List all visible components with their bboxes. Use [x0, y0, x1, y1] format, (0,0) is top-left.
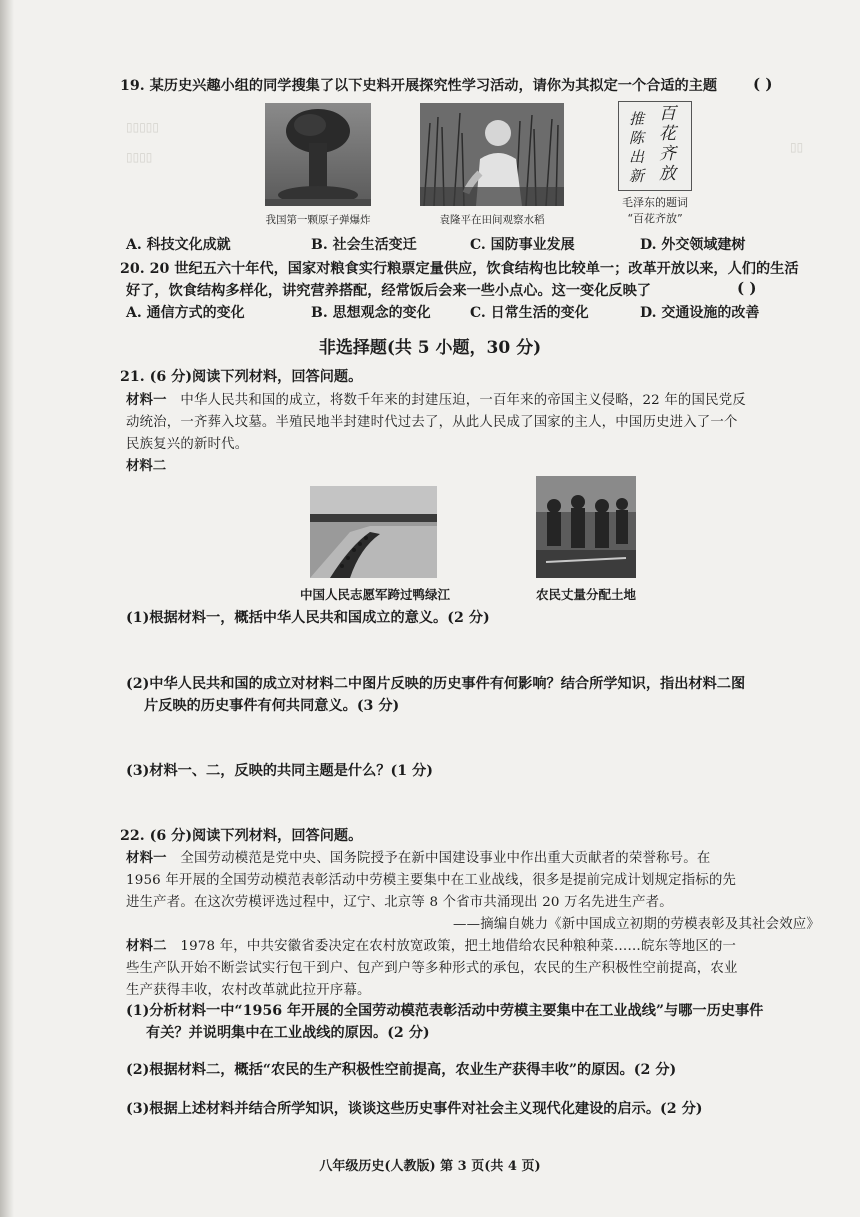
- q22-sub1-line1: (1)分析材料一中“1956 年开展的全国劳动模范表彰活动中劳模主要集中在工业战线”与哪一历史事件: [126, 1003, 764, 1019]
- rice-field-caption: 袁隆平在田间观察水稻: [439, 214, 545, 226]
- q19-answer-paren: ( ): [753, 75, 773, 93]
- q21-m2-label: 材料二: [126, 458, 167, 474]
- q19-option-a: A. 科技文化成就: [126, 237, 231, 253]
- q20-stem-line1: 20. 20 世纪五六十年代，国家对粮食实行粮票定量供应，饮食结构也比较单一；改革开放以来，人们的生活: [120, 261, 799, 277]
- q20-answer-paren: ( ): [737, 279, 757, 297]
- yalu-river-photo: [310, 486, 437, 578]
- bleed-through-text: ▯▯▯▯▯: [126, 120, 160, 134]
- q21-m1-line3: 民族复兴的新时代。: [126, 437, 249, 452]
- q19-stem: 19. 某历史兴趣小组的同学搜集了以下史料开展探究性学习活动，请你为其拟定一个合适的主题: [120, 78, 718, 94]
- q21-sub2-line1: (2)中华人民共和国的成立对材料二中图片反映的历史事件有何影响？结合所学知识，指出材料二图: [126, 676, 746, 692]
- q19-option-c: C. 国防事业发展: [470, 237, 575, 253]
- q22-m2-line1: 1978 年，中共安徽省委决定在农村放宽政策，把土地借给农民种粮种菜……皖东等地区的一: [166, 939, 737, 954]
- q19-option-d: D. 外交领域建树: [640, 237, 746, 253]
- q21-m1-line2: 动统治，一齐葬入坟墓。半殖民地半封建时代过去了，从此人民成了国家的主人，中国历史进入了一个: [126, 415, 738, 430]
- atomic-bomb-caption: 我国第一颗原子弹爆炸: [265, 214, 371, 226]
- bleed-through-text: ▯▯: [790, 140, 804, 154]
- q21-sub2-line2: 片反映的历史事件有何共同意义。(3 分): [144, 698, 400, 714]
- q20-option-b: B. 思想观念的变化: [311, 305, 431, 321]
- bleed-through-text: ▯▯▯▯: [126, 150, 153, 164]
- page-edge-shadow: [0, 0, 14, 1217]
- q22-sub2: (2)根据材料二，概括“农民的生产积极性空前提高，农业生产获得丰收”的原因。(2 分): [126, 1062, 677, 1078]
- q20-option-d: D. 交通设施的改善: [640, 305, 760, 321]
- calligraphy-column-right: 百 花 齐 放: [659, 104, 676, 184]
- q22-m1-line1: 全国劳动模范是党中央、国务院授予在新中国建设事业中作出重大贡献者的荣誉称号。在: [166, 851, 711, 866]
- calligraphy-column-left: 推 陈 出 新: [629, 110, 645, 185]
- land-reform-photo: [536, 476, 636, 578]
- q22-m2-label: 材料二: [126, 938, 167, 954]
- q19-option-b: B. 社会生活变迁: [311, 237, 417, 253]
- q20-option-c: C. 日常生活的变化: [470, 305, 589, 321]
- q21-material-1: [126, 389, 826, 456]
- q21-m1-line1: 中华人民共和国的成立，将数千年来的封建压迫，一百年来的帝国主义侵略，22 年的国民党反: [166, 393, 746, 408]
- q22-m1-line3: 进生产者。在这次劳模评选过程中，辽宁、北京等 8 个省市共涌现出 20 万名先进生产者。: [126, 895, 673, 910]
- page-footer: 八年级历史(人教版) 第 3 页(共 4 页): [319, 1159, 541, 1174]
- q20-option-a: A. 通信方式的变化: [126, 305, 245, 321]
- q22-m2-line3: 生产获得丰收，农村改革就此拉开序幕。: [126, 983, 371, 998]
- calligraphy-caption-line2: “百花齐放”: [627, 212, 683, 225]
- q22-m2-line2: 些生产队开始不断尝试实行包干到户、包产到户等多种形式的承包，农民的生产积极性空前提高，农业: [126, 961, 738, 976]
- q22-sub3: (3)根据上述材料并结合所学知识，谈谈这些历史事件对社会主义现代化建设的启示。(2 分): [126, 1101, 703, 1117]
- q21-m1-label: 材料一: [126, 392, 167, 408]
- calligraphy-caption-line1: 毛泽东的题词: [622, 196, 688, 209]
- q22-m1-source: ——摘编自姚力《新中国成立初期的劳模表彰及其社会效应》: [453, 917, 820, 932]
- calligraphy-image: [618, 101, 692, 191]
- q22-m1-line2: 1956 年开展的全国劳动模范表彰活动中劳模主要集中在工业战线，很多是提前完成计划规定指标的先: [126, 873, 737, 888]
- q20-stem-line2: 好了，饮食结构多样化，讲究营养搭配，经常饭后会来一些小点心。这一变化反映了: [126, 283, 651, 299]
- q21-sub1: (1)根据材料一，概括中华人民共和国成立的意义。(2 分): [126, 610, 490, 626]
- land-reform-caption: 农民丈量分配土地: [535, 587, 636, 602]
- q22-stem: 22. (6 分)阅读下列材料，回答问题。: [120, 828, 363, 844]
- section-title: 非选择题(共 5 小题，30 分): [318, 338, 542, 358]
- yalu-river-caption: 中国人民志愿军跨过鸭绿江: [299, 587, 450, 602]
- q22-material-2: [126, 935, 826, 1002]
- q22-material-1: [126, 847, 826, 936]
- q22-sub1-line2: 有关？并说明集中在工业战线的原因。(2 分): [146, 1025, 430, 1041]
- q21-stem: 21. (6 分)阅读下列材料，回答问题。: [120, 369, 363, 385]
- q21-sub3: (3)材料一、二，反映的共同主题是什么？(1 分): [126, 763, 433, 779]
- rice-field-photo: [420, 103, 564, 206]
- q22-m1-label: 材料一: [126, 850, 167, 866]
- atomic-bomb-photo: [265, 103, 371, 206]
